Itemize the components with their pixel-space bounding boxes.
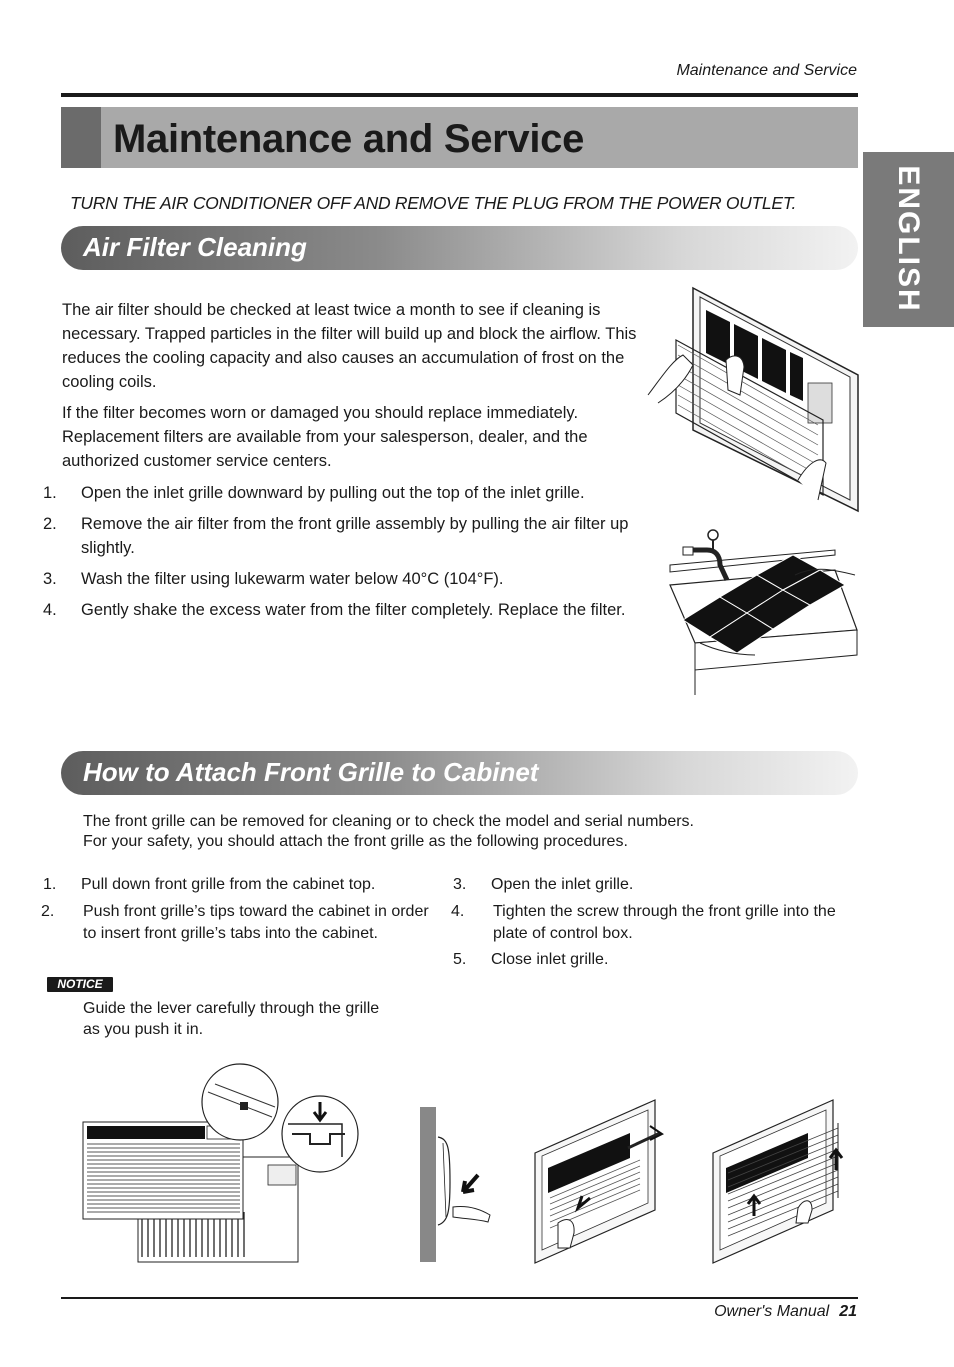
safety-warning: TURN THE AIR CONDITIONER OFF AND REMOVE THE PLUG FROM THE POWER OUTLET. <box>70 193 797 213</box>
front-grille-step-1 <box>43 874 442 896</box>
step-number: 5. <box>453 951 467 968</box>
step-text: Gently shake the excess water from the filter completely. Replace the filter. <box>81 601 626 619</box>
footer-manual-title: Owner's Manual <box>714 1303 830 1320</box>
title-accent <box>61 107 101 168</box>
front-grille-step-4 <box>451 901 862 945</box>
step-number: 4. <box>451 903 465 920</box>
front-grille-step-3 <box>453 874 862 896</box>
step-number: 2. <box>43 515 57 533</box>
air-filter-step-4 <box>43 598 652 622</box>
title-bar <box>61 107 858 168</box>
top-rule <box>61 93 858 97</box>
step-text: Open the inlet grille downward by pulling out the top of the inlet grille. <box>81 484 585 502</box>
open-inlet-grille-illustration <box>530 1098 665 1264</box>
footer <box>714 1303 857 1321</box>
front-grille-intro-2: For your safety, you should attach the front grille as the following procedures. <box>83 833 628 850</box>
step-text: Tighten the screw through the front grille into the plate of control box. <box>493 903 836 942</box>
grille-push-illustration <box>418 1107 498 1265</box>
bottom-rule <box>61 1297 858 1299</box>
step-text: Open the inlet grille. <box>491 876 634 893</box>
filter-removal-illustration <box>648 285 860 515</box>
section-bar-air-filter <box>61 226 858 270</box>
air-filter-step-1 <box>43 481 652 505</box>
front-grille-intro-1: The front grille can be removed for cleaning or to check the model and serial numbers. <box>83 813 694 830</box>
air-filter-paragraph-2: If the filter becomes worn or damaged you should replace immediately. Replacement filters are available from your salesperson, dealer, and the authorized customer service centers. <box>62 404 588 470</box>
step-text: Wash the filter using lukewarm water below 40°C (104°F). <box>81 570 504 588</box>
step-number: 2. <box>41 903 55 920</box>
section-heading-front-grille: How to Attach Front Grille to Cabinet <box>83 757 539 787</box>
running-header: Maintenance and Service <box>676 62 857 79</box>
step-text: Pull down front grille from the cabinet top. <box>81 876 376 893</box>
step-text: Push front grille’s tips toward the cabinet in order to insert front grille’s tabs into the cabinet. <box>83 903 429 942</box>
filter-washing-illustration <box>665 525 860 695</box>
air-filter-step-2 <box>43 512 632 560</box>
page-number: 21 <box>839 1303 857 1320</box>
air-filter-step-3 <box>43 567 652 591</box>
notice-badge: NOTICE <box>47 977 113 992</box>
front-grille-step-2 <box>41 901 442 945</box>
notice-text: Guide the lever carefully through the grille as you push it in. <box>83 1000 380 1038</box>
step-text: Remove the air filter from the front grille assembly by pulling the air filter up slightly. <box>81 515 629 557</box>
grille-attachment-illustration <box>80 1062 362 1267</box>
step-number: 3. <box>43 570 57 588</box>
section-bar-front-grille <box>61 751 858 795</box>
front-grille-step-5 <box>453 949 862 971</box>
language-tab <box>863 152 954 327</box>
close-inlet-grille-illustration <box>708 1098 853 1264</box>
step-number: 1. <box>43 484 57 502</box>
section-heading-air-filter: Air Filter Cleaning <box>83 232 307 262</box>
step-number: 1. <box>43 876 57 893</box>
step-number: 4. <box>43 601 57 619</box>
step-number: 3. <box>453 876 467 893</box>
page-title: Maintenance and Service <box>113 117 585 161</box>
language-tab-label: ENGLISH <box>892 165 925 313</box>
air-filter-paragraph-1: The air filter should be checked at least twice a month to see if cleaning is necessary. Trapped particles in the filter will build up and block the airflow. This reduces the cooling capacity and also causes an accumulation of frost on the cooling coils. <box>62 301 637 391</box>
step-text: Close inlet grille. <box>491 951 609 968</box>
